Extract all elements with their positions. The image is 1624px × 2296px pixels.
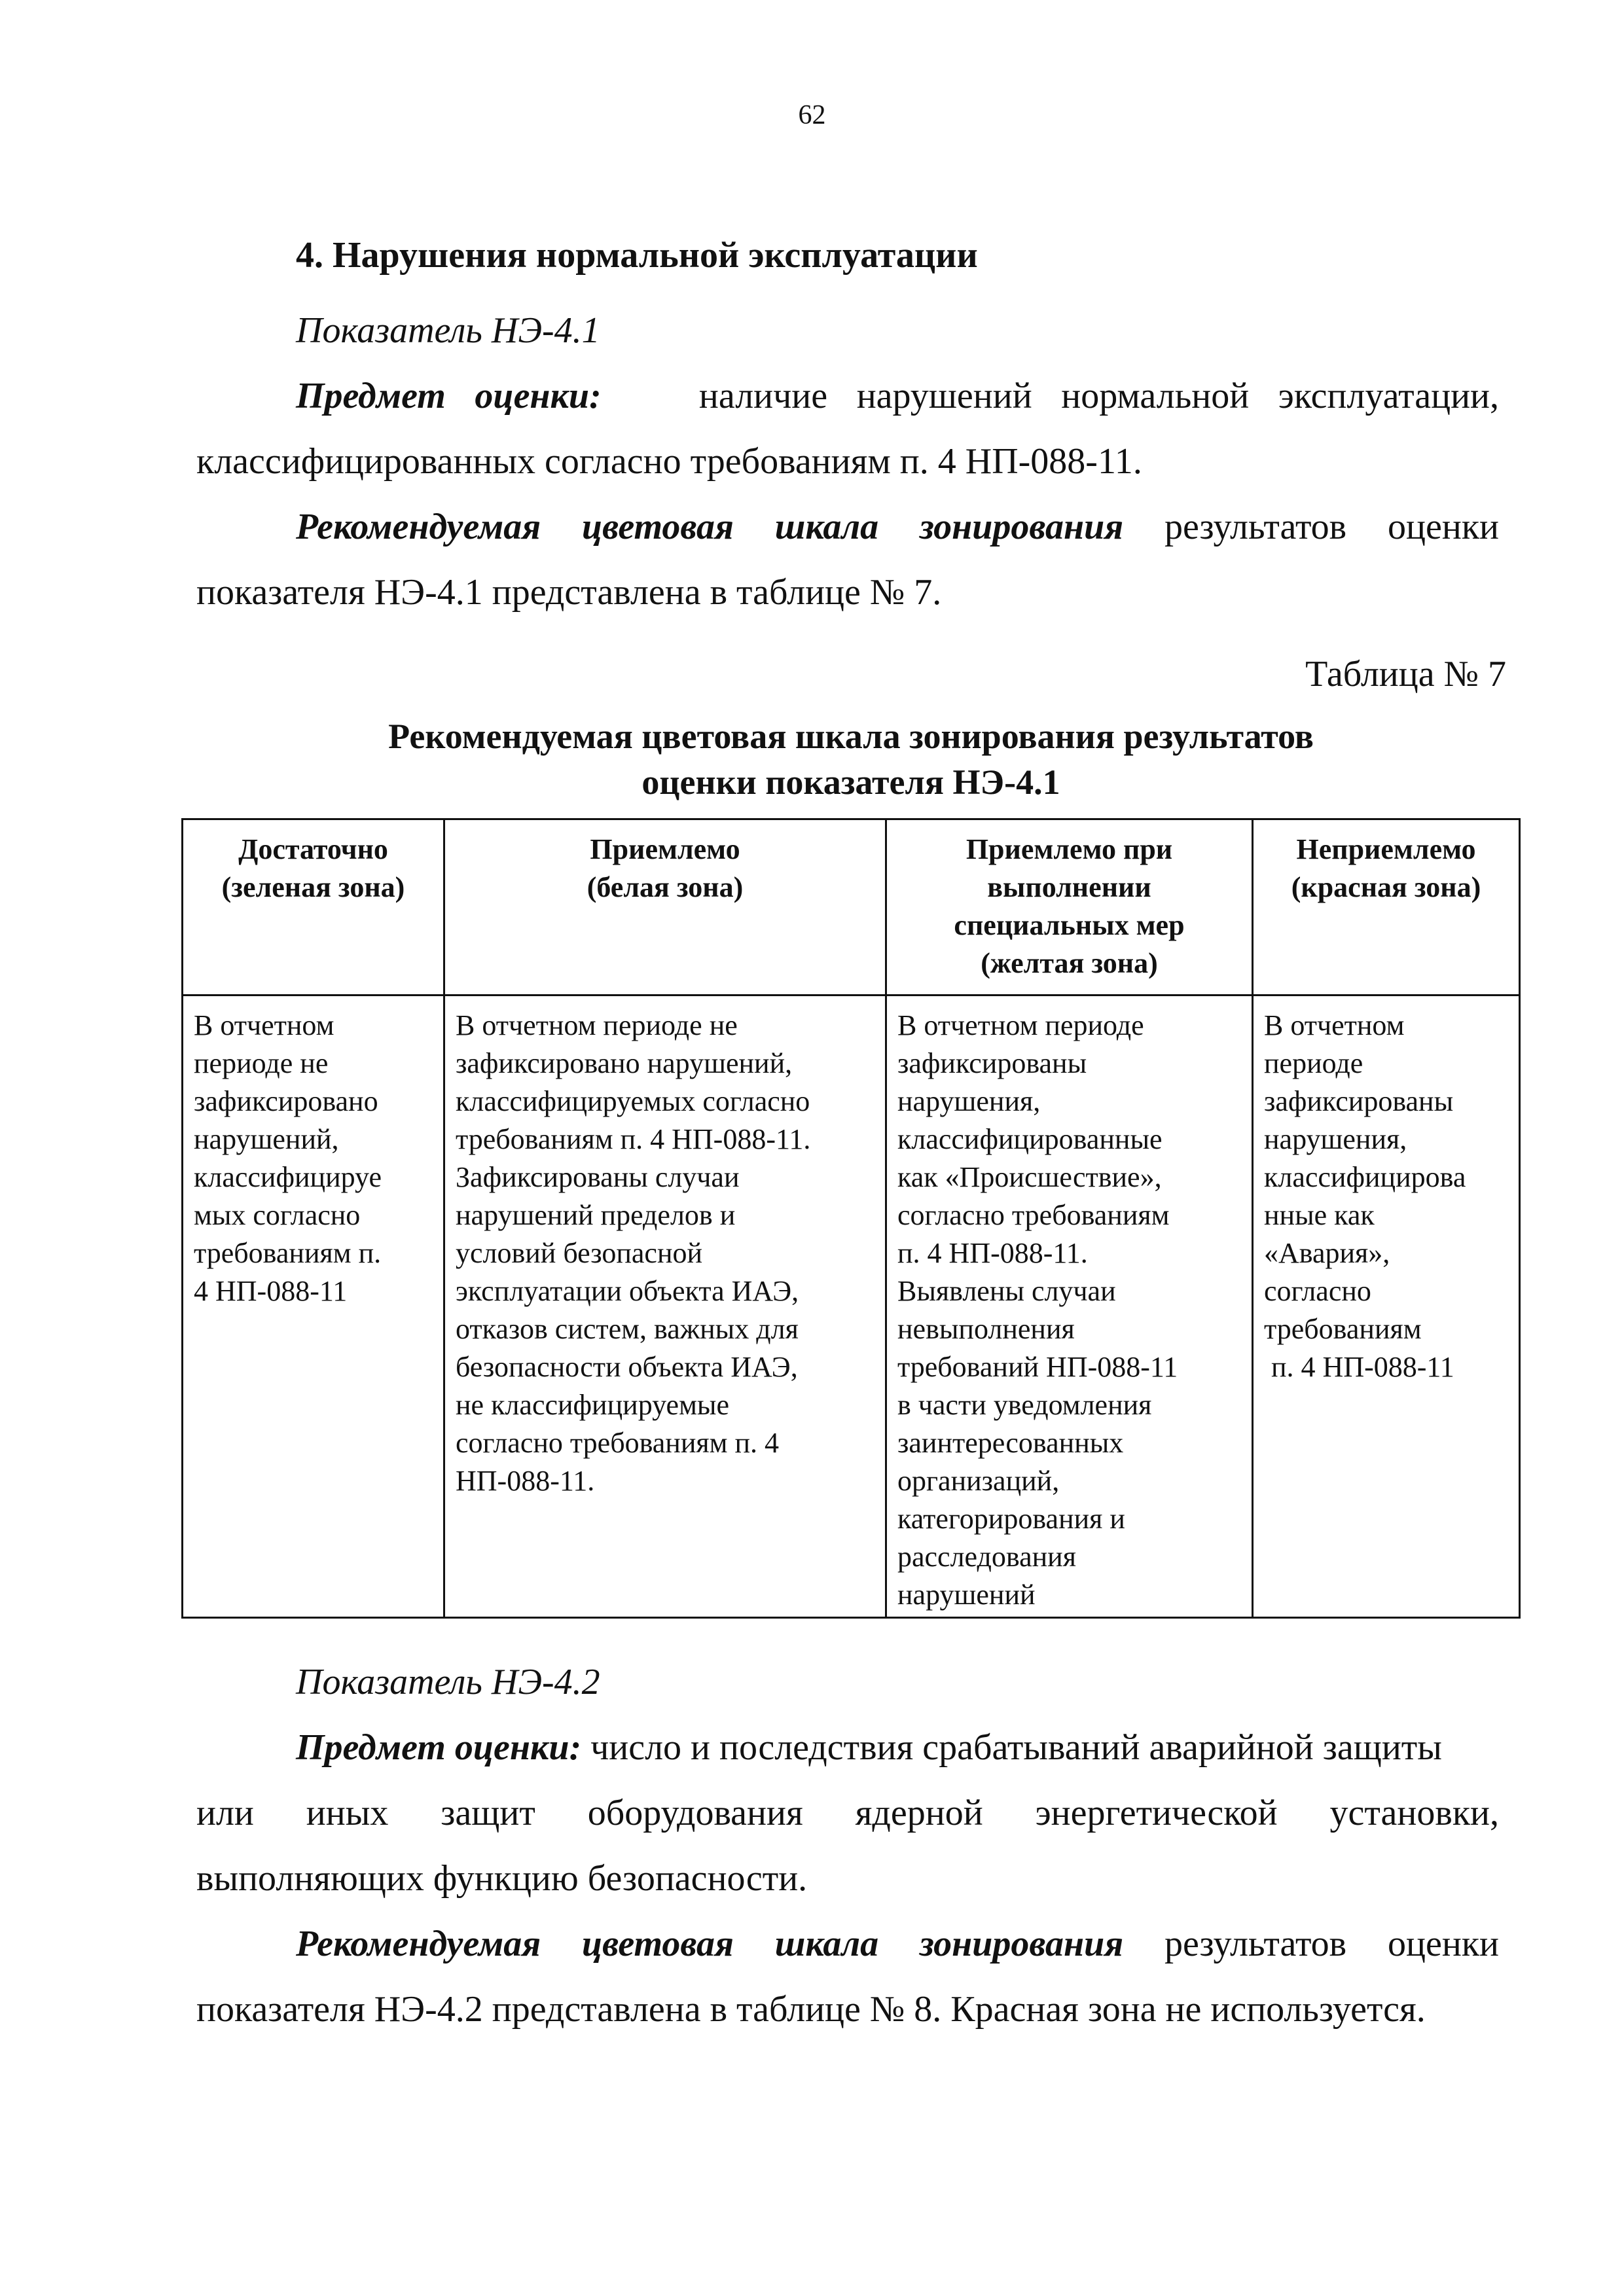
cell-white-zone: В отчетном периоде не зафиксировано нарушений, классифицируемых согласно требованиям п. 4 НП-088-11. Зафиксированы случаи нарушений пределов и условий безопасной эксплуатации объекта ИАЭ, отказов систем, важных для безопасности объекта ИАЭ, не классифицируемые согласно требованиям п. 4 НП-088-11. [444,996,886,1618]
header-white-zone: Приемлемо (белая зона) [444,819,886,996]
cell-yellow-zone: В отчетном периоде зафиксированы нарушения, классифицированные как «Происшествие», согласно требованиям п. 4 НП-088-11. Выявлены случаи невыполнения требований НП-088-11 в части уведомления заинтересованных организаций, категорирования и расследования нарушений [886,996,1253,1618]
indicator-2-scale-line-2: показателя НЭ-4.2 представлена в таблице № 8. Красная зона не используется. [196,1989,1426,2030]
table-title-line-2: оценки показателя НЭ-4.1 [641,762,1060,802]
scale-text-2: результатов оценки [1164,1924,1499,1964]
zone-table [181,818,1521,1619]
cell-red-zone: В отчетном периоде зафиксированы нарушения, классифицирова нные как «Авария», согласно требованиям п. 4 НП-088-11 [1253,996,1520,1618]
indicator-2-subject-line-2: или иных защит оборудования ядерной энергетической установки, [196,1793,1499,1833]
subject-text: наличие нарушений нормальной эксплуатации, [698,376,1499,416]
header-green-zone: Достаточно (зеленая зона) [183,819,444,996]
cell-green-zone: В отчетном периоде не зафиксировано нарушений, классифицируе мых согласно требованиям п. 4 НП-088-11 [183,996,444,1618]
table-row [183,996,1520,1618]
header-red-zone: Неприемлемо (красная зона) [1253,819,1520,996]
page-number: 62 [798,100,826,130]
indicator-2-subject-line-1 [296,1725,1442,1770]
scale-text: результатов оценки [1164,507,1499,547]
indicator-1-scale-line-1 [296,504,1499,550]
table-title-line-1: Рекомендуемая цветовая шкала зонирования результатов [388,717,1314,756]
section-heading: 4. Нарушения нормальной эксплуатации [296,235,978,276]
indicator-1-subject-line-1 [296,373,1499,419]
scale-label-2: Рекомендуемая цветовая шкала зонирования [296,1924,1124,1964]
indicator-1-scale-line-2: показателя НЭ-4.1 представлена в таблице № 7. [196,572,942,613]
indicator-2-scale-line-1 [296,1921,1499,1967]
indicator-2-subject-line-3: выполняющих функцию безопасности. [196,1858,808,1899]
scale-label: Рекомендуемая цветовая шкала зонирования [296,507,1124,547]
table-header-row [183,819,1520,996]
subject-text-2: число и последствия срабатываний аварийной защиты [590,1727,1442,1768]
indicator-1-title: Показатель НЭ-4.1 [296,310,600,351]
table-title [0,713,1624,805]
indicator-1-subject-line-2: классифицированных согласно требованиям п. 4 НП-088-11. [196,441,1142,482]
subject-label-2: Предмет оценки: [296,1727,582,1768]
header-yellow-zone: Приемлемо при выполнении специальных мер (желтая зона) [886,819,1253,996]
subject-label: Предмет оценки: [296,376,602,416]
table-caption: Таблица № 7 [1305,654,1506,694]
indicator-2-title: Показатель НЭ-4.2 [296,1662,600,1702]
